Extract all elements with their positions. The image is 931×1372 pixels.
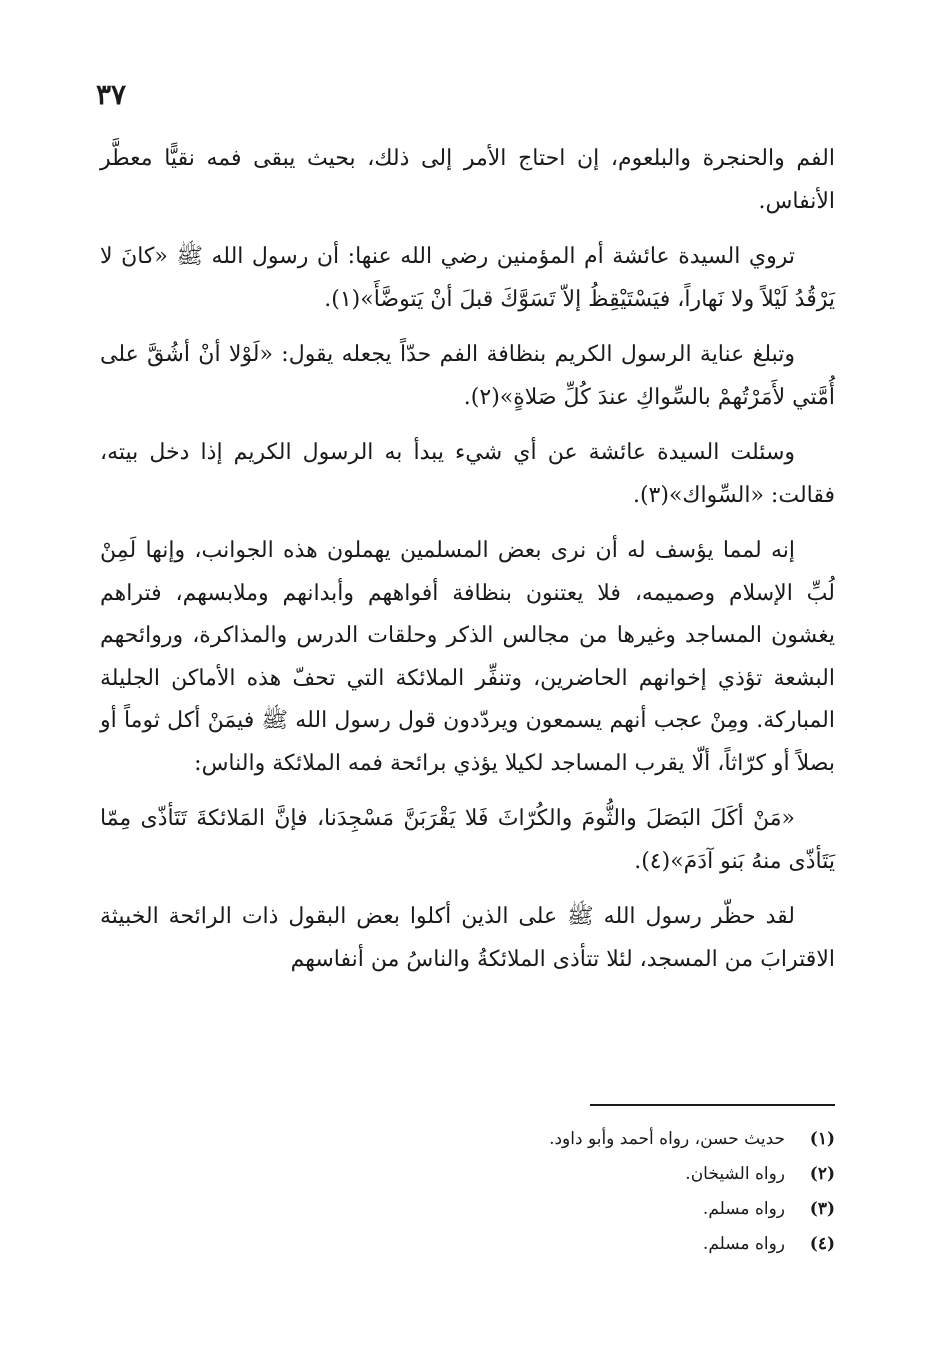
footnote-number: (٤) xyxy=(809,1234,835,1254)
footnote-text: رواه الشيخان. xyxy=(685,1164,785,1184)
footnote-number: (٢) xyxy=(809,1164,835,1184)
paragraph: الفم والحنجرة والبلعوم، إن احتاج الأمر إلى ذلك، بحيث يبقى فمه نقيًّا معطَّر الأنفاس. xyxy=(100,146,835,214)
footnote-text: حديث حسن، رواه أحمد وأبو داود. xyxy=(549,1129,785,1149)
paragraph: تروي السيدة عائشة أم المؤمنين رضي الله عنها: أن رسول الله ﷺ «كانَ لا يَرْقُدُ لَيْلاً ولا نَهاراً، فيَسْتَيْقِظُ إلاّ تَسَوَّكَ قبلَ أنْ يَتوضَّأَ»(١). xyxy=(100,244,835,312)
footnote xyxy=(300,1227,835,1262)
footnote xyxy=(300,1192,835,1227)
footnote xyxy=(300,1122,835,1157)
paragraph: «مَنْ أكَلَ البَصَلَ والثُّومَ والكُرّاثَ فَلا يَقْرَبَنَّ مَسْجِدَنا، فإنَّ المَلائكةَ تَتَأذّى مِمّا يَتَأذّى منهُ بَنو آدَمَ»(٤). xyxy=(100,806,835,874)
footnote xyxy=(300,1157,835,1192)
page-number: ٣٧ xyxy=(96,78,127,111)
footnotes xyxy=(300,1122,835,1262)
body-text xyxy=(100,138,835,994)
paragraph: وتبلغ عناية الرسول الكريم بنظافة الفم حدّاً يجعله يقول: «لَوْلا أنْ أشُقَّ على أُمَّتي لأَمَرْتُهمْ بالسِّواكِ عندَ كُلِّ صَلاةٍ»(٢). xyxy=(100,342,835,410)
paragraph: لقد حظّر رسول الله ﷺ على الذين أكلوا بعض البقول ذات الرائحة الخبيثة الاقترابَ من المسجد، لئلا تتأذى الملائكةُ والناسُ من أنفاسهم xyxy=(100,904,835,972)
footnote-separator xyxy=(590,1104,835,1106)
footnote-number: (٣) xyxy=(809,1199,835,1219)
footnote-text: رواه مسلم. xyxy=(702,1234,785,1254)
paragraph: إنه لمما يؤسف له أن نرى بعض المسلمين يهملون هذه الجوانب، وإنها لَمِنْ لُبِّ الإسلام وصميمه، فلا يعتنون بنظافة أفواههم وأبدانهم وملابسهم، فتراهم يغشون المساجد وغيرها من مجالس الذكر وحلقات الدرس والمذاكرة، وروائحهم البشعة تؤذي إخوانهم الحاضرين، وتنفِّر الملائكة التي تحفّ هذه الأماكن الجليلة المباركة. ومِنْ عجب أنهم يسمعون ويردّدون قول رسول الله ﷺ فيمَنْ أكل ثوماً أو بصلاً أو كرّاثاً، ألّا يقرب المساجد لكيلا يؤذي برائحة فمه الملائكة والناس: xyxy=(100,538,836,776)
paragraph: وسئلت السيدة عائشة عن أي شيء يبدأ به الرسول الكريم إذا دخل بيته، فقالت: «السِّواك»(٣). xyxy=(100,440,835,508)
footnote-number: (١) xyxy=(809,1129,835,1149)
footnote-text: رواه مسلم. xyxy=(702,1199,785,1219)
